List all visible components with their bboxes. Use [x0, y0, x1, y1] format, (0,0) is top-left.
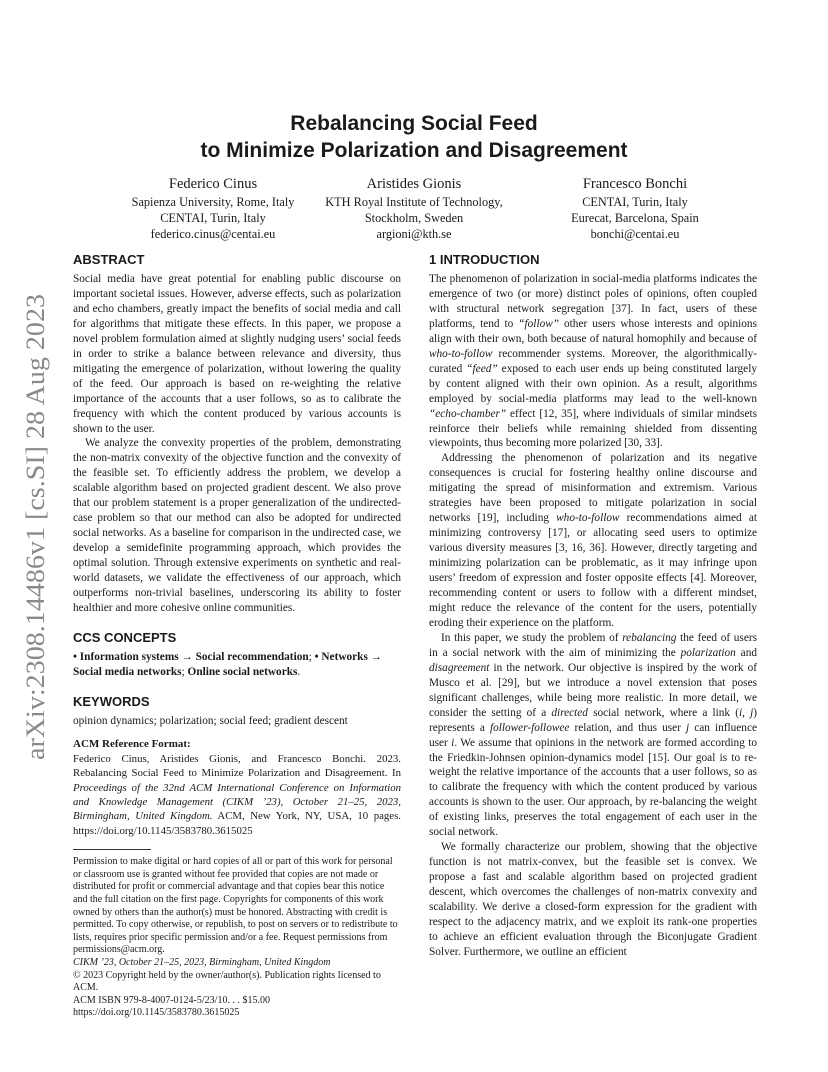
emphasis: disagreement [429, 661, 490, 674]
author-affiliation: Eurecat, Barcelona, Spain [571, 211, 699, 225]
ccs-arrow: → [178, 650, 196, 663]
text-run: can influence user [429, 721, 757, 749]
paper-title [0, 110, 828, 164]
title-line-1: Rebalancing Social Feed [290, 112, 538, 135]
left-column [73, 252, 401, 1020]
ccs-end: . [297, 665, 301, 678]
arxiv-stamp [8, 292, 56, 762]
permission-block [73, 856, 401, 1020]
acm-reference-heading: ACM Reference Format: [73, 737, 191, 750]
keywords-text: opinion dynamics; polarization; social feed; gradient descent [73, 714, 348, 727]
emphasis: rebalancing [622, 631, 677, 644]
acm-reference-post: ACM, New York, NY, USA, 10 pages. https://doi.org/10.1145/3583780.3615025 [73, 810, 402, 837]
ccs-item: Social media networks [73, 665, 182, 678]
text-run: Addressing the phenomenon of polarization and its negative consequences is crucial for fostering healthy online discourse and mitigating the spread of misinformation and extremism. Various strategies have been proposed to mitigate polarization in social networks [19], including [429, 452, 757, 525]
ccs-concepts [73, 650, 401, 680]
ccs-arrow: → [367, 650, 382, 663]
emphasis: who-to-follow [556, 512, 620, 525]
intro-paragraph-1 [429, 272, 757, 451]
ccs-item: Online social networks [187, 665, 298, 678]
text-run: relation, and thus user [569, 721, 687, 734]
author-email[interactable]: federico.cinus@centai.eu [150, 227, 276, 241]
math-var: i [451, 736, 455, 749]
title-line-2: to Minimize Polarization and Disagreement [200, 139, 628, 162]
ccs-item: • Information systems [73, 650, 179, 663]
author-affiliation: KTH Royal Institute of Technology, [325, 195, 503, 209]
author-affiliation: Sapienza University, Rome, Italy [131, 195, 295, 209]
arxiv-stamp-text: arXiv:2308.14486v1 [cs.SI] 28 Aug 2023 [21, 328, 50, 760]
emphasis: “follow” [518, 317, 560, 330]
text-run: the feed of users in a social network with the aim of minimizing the [429, 631, 758, 659]
text-run: recommender systems. Moreover, the algorithmically-curated [429, 347, 757, 375]
ccs-item: Social recommendation [195, 650, 309, 663]
text-run: and [735, 646, 757, 659]
copyright-line: © 2023 Copyright held by the owner/author(s). Publication rights licensed to ACM. [73, 969, 381, 994]
author-name: Federico Cinus [168, 176, 258, 192]
text-run: in the network. Our objective is inspired by the work of Musco et al. [29], but we introduce a novel extension that poses significant challenges, while being more realistic. In more detail, we consider the setting of a [429, 661, 757, 719]
introduction-heading: 1 INTRODUCTION [429, 252, 540, 267]
text-run: . We assume that opinions in the network are formed according to the Friedkin-Johnsen opinion-dynamics model [15]. Our goal is to re-weight the relative importance of the accounts that a user follows, so as to calibrate the frequency with which the content produced by various accounts is shown to the user. Our approach, by re-balancing the weight of existing links, preserves the total engagement of each user in the social network. [429, 736, 757, 839]
emphasis: follower-followee [489, 721, 570, 734]
footnote-rule [73, 849, 151, 850]
text-run: social network, where a link ( [587, 706, 739, 719]
emphasis: “feed” [466, 362, 498, 375]
author-email[interactable]: bonchi@centai.eu [590, 227, 680, 241]
text-run: ) represents a [429, 706, 757, 734]
arxiv-stamp-svg [8, 292, 56, 762]
acm-reference-venue: Proceedings of the 32nd ACM International Conference on Information and Knowledge Management (CIKM ’23), October 21–25, 2023, Birmingham, United Kingdom. [73, 781, 401, 823]
ccs-item: • Networks [314, 650, 368, 663]
math-var: j [686, 721, 690, 734]
author-affiliation: CENTAI, Turin, Italy [160, 211, 266, 225]
emphasis: who-to-follow [429, 347, 493, 360]
right-column [429, 252, 757, 960]
ccs-heading: CCS CONCEPTS [73, 629, 177, 645]
author-block-3 [505, 175, 765, 242]
math-var: j [750, 706, 754, 719]
author-name: Aristides Gionis [366, 176, 462, 192]
author-name: Francesco Bonchi [582, 176, 688, 192]
acm-reference-pre: Federico Cinus, Aristides Gionis, and Francesco Bonchi. 2023. Rebalancing Social Feed to Minimize Polarization and Disagreement. In [73, 752, 401, 780]
text-run: other users whose interests and opinions align with their own, both because of natural homophily and because of [429, 317, 757, 345]
abstract-paragraph-2: We analyze the convexity properties of the problem, demonstrating the non-matrix convexity of the objective function and the convexity of the feasible set. To efficiently address the problem, we develop a scalable algorithm based on projected gradient descent. We also prove that our problem statement is a proper generalization of the undirected-case problem so that our method can also be adopted for undirected social networks. As a baseline for comparison in the undirected case, we develop a semidefinite programming approach, which provides the optimal solution. Through extensive experiments on synthetic and real-world datasets, we validate the effectiveness of our approach, which outperforms non-trivial baselines, underscoring its ability to foster healthier and more cohesive online communities. [73, 437, 401, 614]
text-run: recommendations aimed at minimizing controversy [17], or allocating seed users to optimize various diversity measures [3, 16, 36]. However, directly targeting and minimizing polarization can be problematic, as it may infringe upon users’ freedom of expression and foster opposite effects [4]. Moreover, recommending content or users to follow with a different mindset, might reduce the relevance of the content for the users, potentially eroding their experience on the platform. [429, 512, 757, 629]
emphasis: polarization [680, 646, 736, 659]
acm-reference-text [73, 752, 401, 838]
conference-line: CIKM ’23, October 21–25, 2023, Birmingham, United Kingdom [73, 956, 331, 968]
ccs-separator: ; [308, 650, 315, 663]
intro-paragraph-2 [429, 451, 757, 630]
abstract-heading: ABSTRACT [73, 252, 145, 267]
abstract-paragraph-1: Social media have great potential for enabling public discourse on important societal issues. However, adverse effects, such as polarization and echo chambers, greatly impact the benefits of social media and call for algorithms that mitigate these effects. In this paper, we propose a novel problem formulation aimed at slightly nudging users’ social feeds in order to strike a balance between relevance and diversity, thus mitigating the emergence of polarization, without lowering the quality of the feed. Our approach is based on re-weighting the relative importance of the accounts that a user follows, so as to calibrate the frequency with which the content produced by various accounts is shown to the user. [73, 273, 401, 435]
intro-paragraph-4: We formally characterize our problem, showing that the objective function is not matrix-convex, but the feasible set is convex. We propose a fast and scalable algorithm based on projected gradient descent, which overcomes the challenges of non-matrix convexity and scalability. We derive a closed-form expression for the gradient with respect to the adjacency matrix, and we exploit its rank-one properties to achieve an efficient evaluation through the Biconjugate Gradient Solver. Furthermore, we outline an efficient [429, 841, 757, 958]
emphasis: “echo-chamber” [429, 407, 507, 420]
author-email[interactable]: argioni@kth.se [376, 227, 452, 241]
text-run: effect [12, 35], where individuals of similar mindsets reinforce their beliefs while remaining shielded from dissenting viewpoints, thus becoming more polarized [30, 33]. [429, 407, 757, 450]
keywords-heading: KEYWORDS [73, 693, 150, 709]
author-affiliation: Stockholm, Sweden [364, 211, 464, 225]
ccs-separator: ; [181, 665, 188, 678]
author-affiliation: CENTAI, Turin, Italy [582, 195, 688, 209]
isbn-line: ACM ISBN 979-8-4007-0124-5/23/10. . . $15.00 [73, 994, 270, 1006]
doi-link[interactable]: https://doi.org/10.1145/3583780.3615025 [73, 1007, 240, 1019]
text-run: The phenomenon of polarization in social-media platforms indicates the emergence of two (or more) distinct poles of opinions, often coupled with structural network segregation [37]. In fact, users of these platforms, tend to [429, 273, 757, 330]
text-run: In this paper, we study the problem of [441, 631, 623, 644]
intro-paragraph-3 [429, 631, 757, 840]
text-run: exposed to each user ends up being constituted largely by content aligned with their own opinion. As a result, algorithms employed by social-media platforms may lead to the well-known [429, 362, 757, 405]
math-var: i [738, 706, 743, 719]
emphasis: directed [551, 706, 588, 719]
text-run: , [742, 706, 751, 719]
permission-text: Permission to make digital or hard copies of all or part of this work for personal or classroom use is granted without fee provided that copies are not made or distributed for profit or commercial advantage and that copies bear this notice and the full citation on the first page. Copyrights for components of this work owned by others than the author(s) must be honored. Abstracting with credit is permitted. To copy otherwise, or republish, to post on servers or to redistribute to lists, requires prior specific permission and/or a fee. Request permissions from permissions@acm.org. [73, 856, 398, 956]
